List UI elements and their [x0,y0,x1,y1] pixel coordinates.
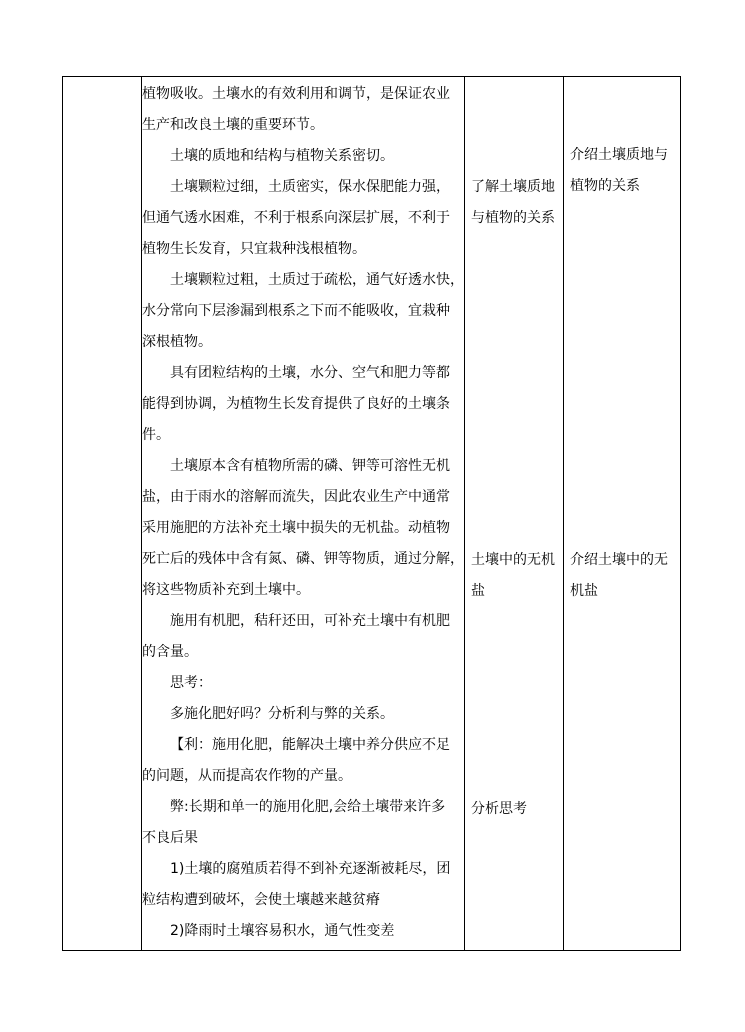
text-line: 思考： [170,675,212,691]
activity-cell [465,545,563,607]
text-line: 机盐 [570,583,598,599]
text-line: 植物生长发育，只宜栽种浅根植物。 [142,241,366,257]
text-line: 介绍土壤质地与 [570,147,668,163]
text-line: 2)降雨时土壤容易积水，通气性变差 [170,923,395,939]
text-line: 介绍土壤中的无 [570,552,668,568]
intent-cell [564,140,680,202]
text-line: 的问题，从而提高农作物的产量。 [142,768,352,784]
text-line: 分析思考 [471,801,527,817]
text-line: 盐，由于雨水的溶解而流失，因此农业生产中通常 [142,489,450,505]
text-line: 不良后果 [142,830,198,846]
text-line: 施用有机肥，秸秆还田，可补充土壤中有机肥 [170,613,450,629]
text-line: 死亡后的残体中含有氮、磷、钾等物质，通过分解， [142,551,464,567]
text-line: 土壤原本含有植物所需的磷、钾等可溶性无机 [170,458,450,474]
intent-cell [564,545,680,607]
text-line: 将这些物质补充到土壤中。 [142,582,310,598]
activity-cell [465,172,563,234]
activity-cell [465,794,563,825]
text-line: 土壤颗粒过粗，土质过于疏松，通气好透水快， [170,272,464,288]
text-line: 但通气透水困难，不利于根系向深层扩展，不利于 [142,210,450,226]
text-line: 粒结构遭到破坏，会使土壤越来越贫瘠 [142,892,380,908]
text-line: 1)土壤的腐殖质若得不到补充逐渐被耗尽，团 [170,861,451,877]
text-line: 的含量。 [142,644,198,660]
text-line: 土壤颗粒过细，土质密实，保水保肥能力强， [170,179,450,195]
text-line: 土壤的质地和结构与植物关系密切。 [170,148,394,164]
text-line: 【利：施用化肥，能解决土壤中养分供应不足 [170,737,450,753]
text-line: 土壤中的无机 [471,552,555,568]
text-line: 植物吸收。土壤水的有效利用和调节，是保证农业 [142,86,450,102]
content-column [142,77,464,947]
text-line: 了解土壤质地 [471,179,555,195]
text-line: 具有团粒结构的土壤，水分、空气和肥力等都 [170,365,450,381]
text-line: 深根植物。 [142,334,212,350]
text-line: 水分常向下层渗漏到根系之下而不能吸收，宜栽种 [142,303,450,319]
text-line: 植物的关系 [570,178,640,194]
text-line: 弊:长期和单一的施用化肥,会给土壤带来许多 [170,799,446,815]
text-line: 与植物的关系 [471,210,555,226]
lesson-table [62,76,681,951]
column-divider [563,77,564,950]
text-line: 采用施肥的方法补充土壤中损失的无机盐。动植物 [142,520,450,536]
text-line: 生产和改良土壤的重要环节。 [142,117,324,133]
text-line: 能得到协调，为植物生长发育提供了良好的土壤条 [142,396,450,412]
text-line: 多施化肥好吗？分析利与弊的关系。 [170,706,394,722]
text-line: 盐 [471,583,485,599]
text-line: 件。 [142,427,170,443]
